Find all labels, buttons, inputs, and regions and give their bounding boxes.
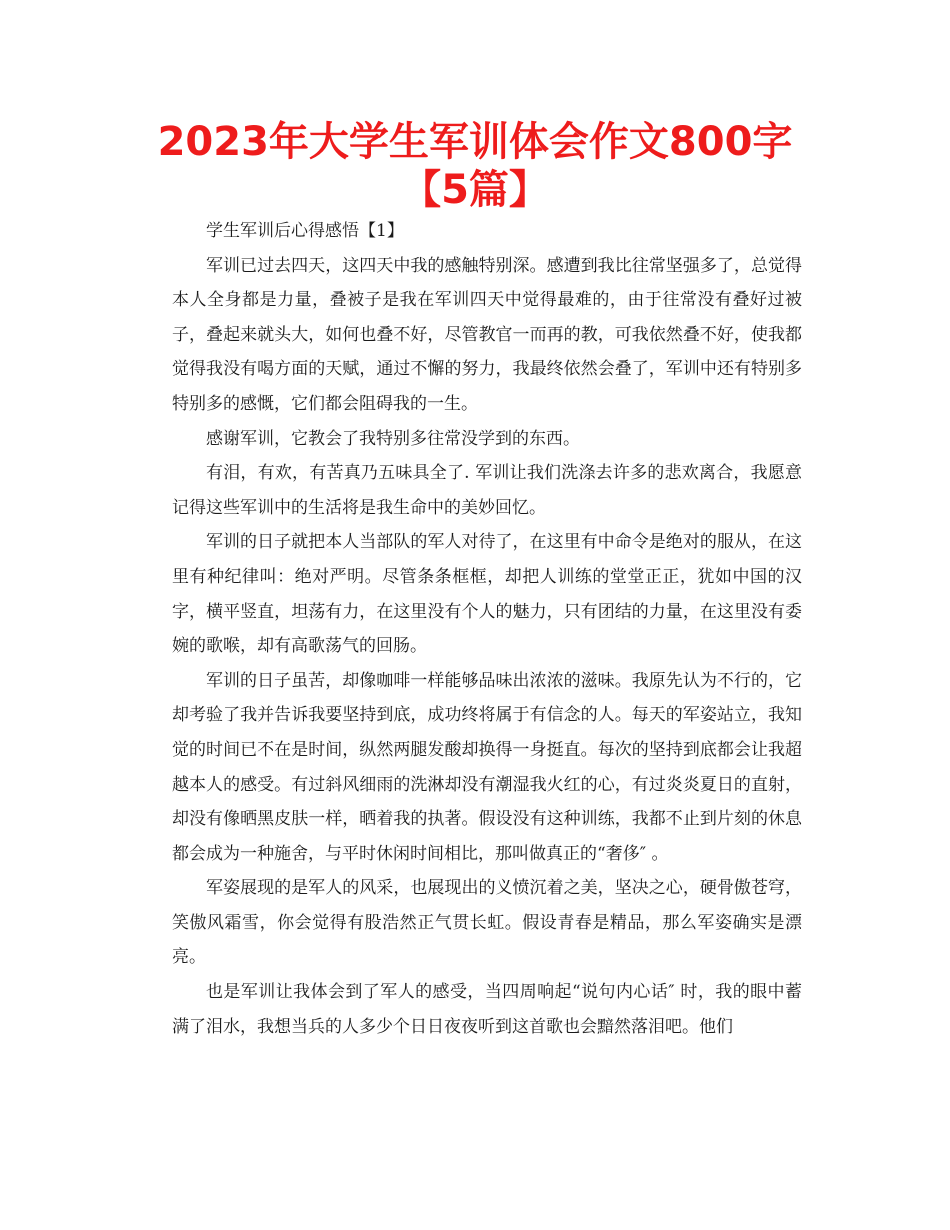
section-heading: 学生军训后心得感悟【1】 xyxy=(206,221,404,241)
paragraph: 军训已过去四天，这四天中我的感触特别深。感遭到我比往常坚强多了，总觉得本人全身都是力量，叠被子是我在军训四天中觉得最难的，由于往常没有叠好过被子，叠起来就头大，如何也叠不好，尽管教官一而再的教，可我依然叠不好，使我都觉得我没有喝方面的天赋，通过不懈的努力，我最终依然会叠了，军训中还有特别多特别多的感慨，它们都会阻碍我的一生。 xyxy=(172,255,802,414)
document-body xyxy=(172,214,802,1044)
document-title: 2023年大学生军训体会作文800字【5篇】 xyxy=(157,119,793,213)
paragraph: 感谢军训，它教会了我特别多往常没学到的东西。 xyxy=(206,428,580,449)
paragraph: 有泪，有欢，有苦真乃五味具全了. 军训让我们洗涤去许多的悲欢离合，我愿意记得这些军训中的生活将是我生命中的美妙回忆。 xyxy=(172,463,802,518)
paragraph: 军姿展现的是军人的风采，也展现出的义愤沉着之美，坚决之心，硬骨傲苍穹，笑傲风霜雪，你会觉得有股浩然正气贯长虹。假设青春是精品，那么军姿确实是漂亮。 xyxy=(172,878,802,968)
paragraph: 也是军训让我体会到了军人的感受，当四周响起“说句内心话″ 时，我的眼中蓄满了泪水，我想当兵的人多少个日日夜夜听到这首歌也会黯然落泪吧。他们 xyxy=(172,982,802,1037)
paragraph: 军训的日子虽苦，却像咖啡一样能够品味出浓浓的滋味。我原先认为不行的，它却考验了我并告诉我要坚持到底，成功终将属于有信念的人。每天的军姿站立，我知觉的时间已不在是时间，纵然两腿发酸却换得一身挺直。每次的坚持到底都会让我超越本人的感受。有过斜风细雨的洗淋却没有潮湿我火红的心，有过炎炎夏日的直射，却没有像晒黑皮肤一样，晒着我的执著。假设没有这种训练，我都不止到片刻的休息都会成为一种施舍，与平时休闲时间相比，那叫做真正的“奢侈″ 。 xyxy=(172,670,802,864)
paragraph: 军训的日子就把本人当部队的军人对待了，在这里有中命令是绝对的服从，在这里有种纪律叫：绝对严明。尽管条条框框，却把人训练的堂堂正正，犹如中国的汉字，横平竖直，坦荡有力，在这里没有个人的魅力，只有团结的力量，在这里没有委婉的歌喉，却有高歌荡气的回肠。 xyxy=(172,532,802,657)
